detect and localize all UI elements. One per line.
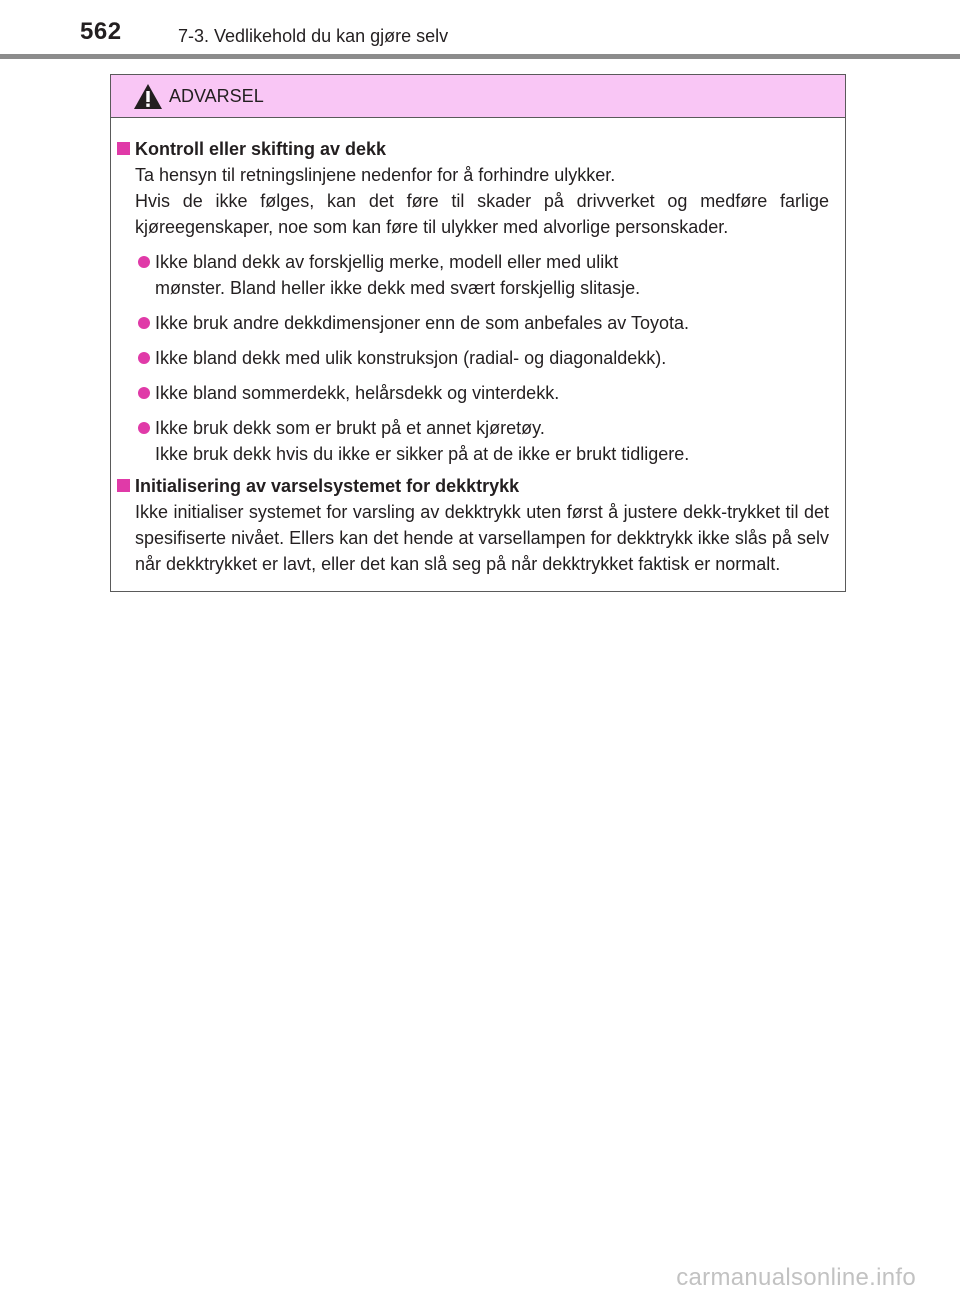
list-item xyxy=(111,415,829,467)
list-item-text: Ikke bland dekk med ulik konstruksjon (radial- og diagonaldekk). xyxy=(155,348,667,368)
section-intro xyxy=(111,162,829,240)
list-item xyxy=(111,345,829,371)
warning-box xyxy=(110,74,846,592)
square-bullet-icon xyxy=(117,142,130,155)
section-heading: Initialisering av varselsystemet for dekktrykk xyxy=(135,476,520,496)
list-item xyxy=(111,249,829,301)
list-item-text: Ikke bruk dekk som er brukt på et annet kjøretøy. xyxy=(155,418,545,438)
list-item xyxy=(111,380,829,406)
paragraph-line: Hvis de ikke følges, kan det føre til skader på drivverket og medføre farlige kjøreegenskaper, noe som kan føre til ulykker med alvorlige personskader. xyxy=(135,191,829,237)
round-bullet-icon xyxy=(138,256,150,268)
section-tire-check xyxy=(111,136,829,467)
list-item-text: Ikke bland sommerdekk, helårsdekk og vinterdekk. xyxy=(155,383,560,403)
square-bullet-icon xyxy=(117,479,130,492)
round-bullet-icon xyxy=(138,422,150,434)
page-header xyxy=(0,0,960,62)
warning-header xyxy=(111,75,845,118)
round-bullet-icon xyxy=(138,317,150,329)
list-item-text: Ikke bruk andre dekkdimensjoner enn de som anbefales av Toyota. xyxy=(155,313,689,333)
list-item xyxy=(111,310,829,336)
list-item-text: Ikke bland dekk av forskjellig merke, modell eller med ulikt xyxy=(155,252,619,272)
round-bullet-icon xyxy=(138,387,150,399)
warning-body xyxy=(111,118,845,577)
list-item-text: mønster. Bland heller ikke dekk med svært forskjellig slitasje. xyxy=(155,278,641,298)
watermark: carmanualsonline.info xyxy=(676,1264,916,1291)
section-body: Ikke initialiser systemet for varsling av dekktrykk uten først å justere dekk-trykket til det spesifiserte nivået. Ellers kan det hende at varsellampen for dekktrykk ikke slås på selv når dekktrykket er lavt, eller det kan slå seg på når dekktrykket faktisk er normalt. xyxy=(135,502,829,574)
warning-triangle-icon xyxy=(133,83,163,110)
list-item-text: Ikke bruk dekk hvis du ikke er sikker på at de ikke er brukt tidligere. xyxy=(155,444,690,464)
section-tpms-init xyxy=(111,473,829,577)
section-heading: Kontroll eller skifting av dekk xyxy=(135,139,387,159)
section-title: 7-3. Vedlikehold du kan gjøre selv xyxy=(178,26,449,46)
header-rule xyxy=(0,54,960,59)
round-bullet-icon xyxy=(138,352,150,364)
warning-label: ADVARSEL xyxy=(169,86,264,106)
paragraph-line: Ta hensyn til retningslinjene nedenfor for å forhindre ulykker. xyxy=(135,165,616,185)
page-number: 562 xyxy=(80,18,122,45)
